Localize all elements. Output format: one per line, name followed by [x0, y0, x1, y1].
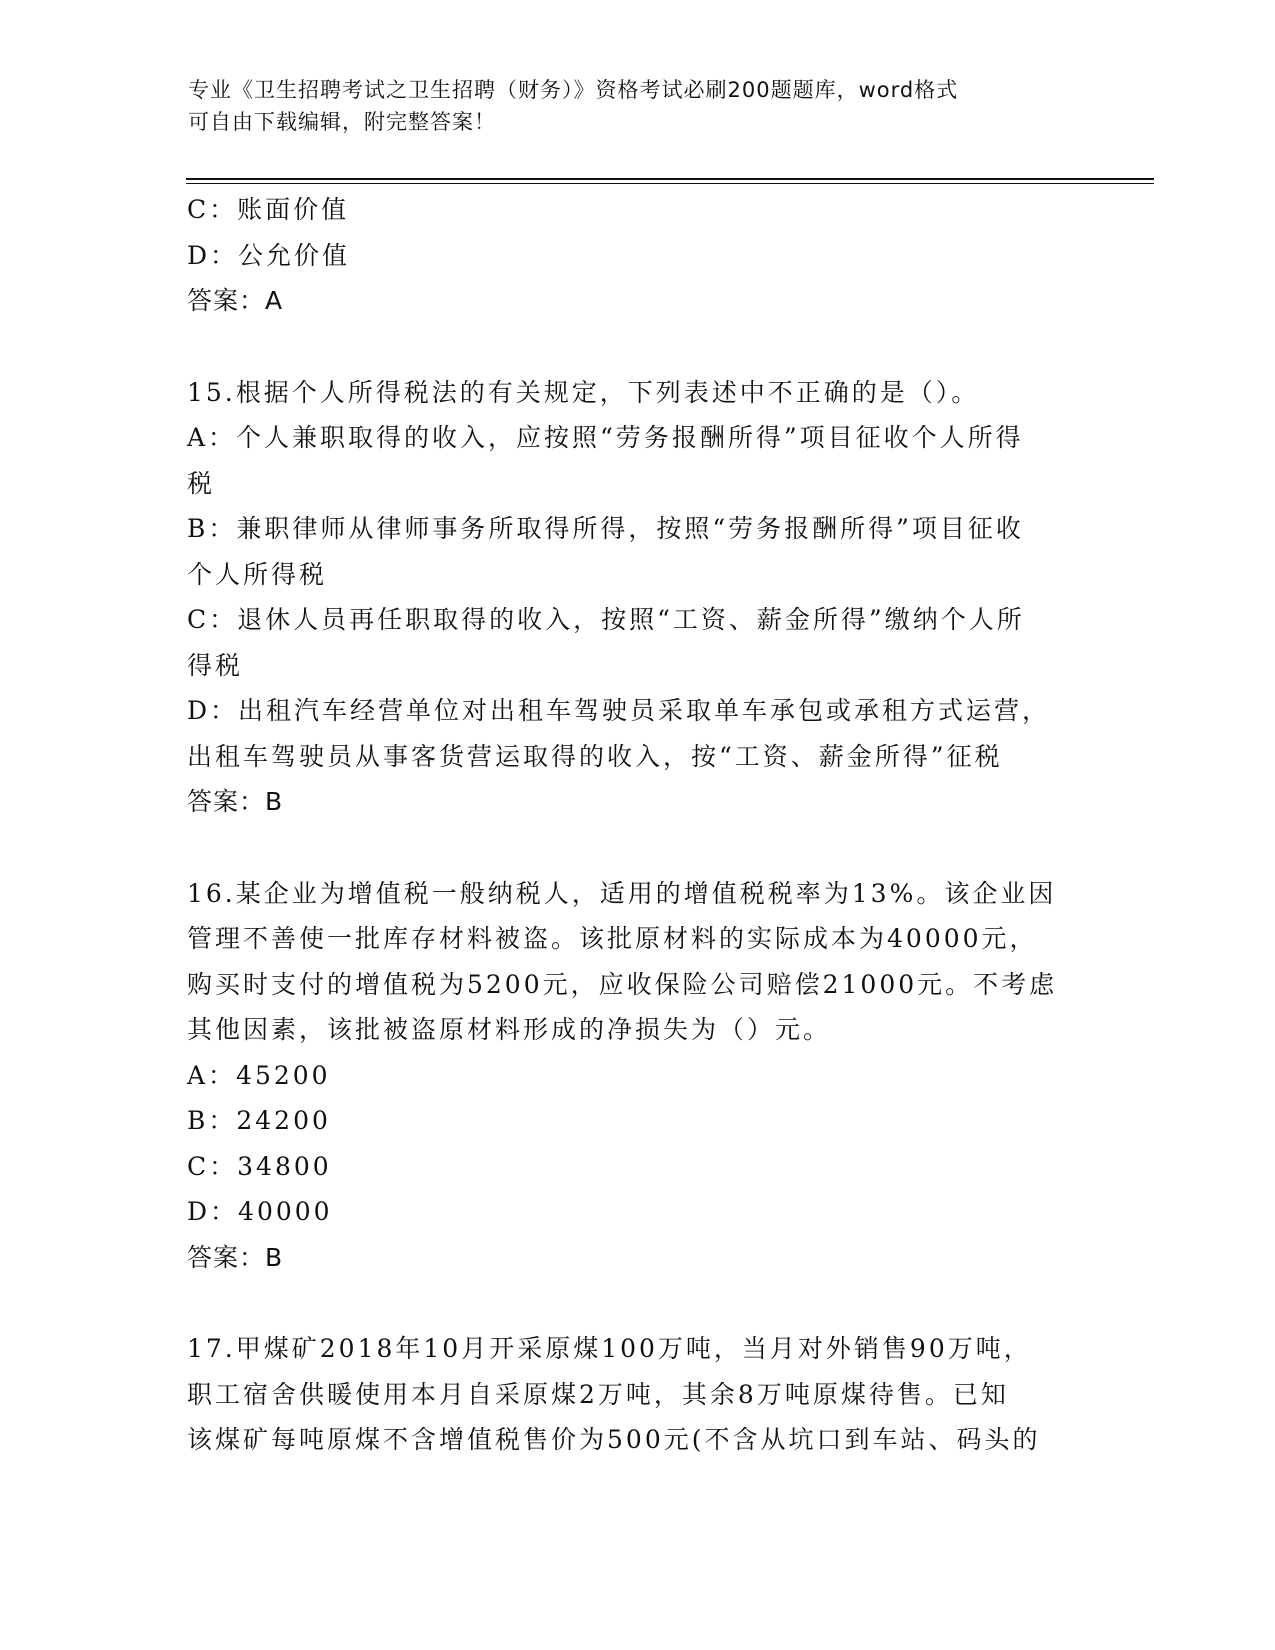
- header-rule-thin: [186, 183, 1154, 184]
- question-15: [187, 370, 1087, 825]
- answer-line: 答案：B: [187, 1242, 284, 1272]
- question-stem-line-2: 管理不善使一批库存材料被盗。该批原材料的实际成本为40000元，: [187, 924, 1038, 953]
- header-line-1: 专业《卫生招聘考试之卫生招聘（财务）》资格考试必刷200题题库，word格式: [188, 78, 959, 102]
- question-stem-line-2: 职工宿舍供暖使用本月自采原煤2万吨，其余8万吨原煤待售。已知: [187, 1379, 1009, 1409]
- answer-line: 答案：A: [187, 286, 284, 315]
- spacer: [187, 1280, 1087, 1326]
- spacer: [187, 825, 1087, 871]
- option-b: B：24200: [187, 1106, 331, 1135]
- header-rule-thick: [186, 178, 1154, 180]
- option-d: D：公允价值: [187, 240, 351, 270]
- document-body: [187, 187, 1087, 1463]
- spacer: [187, 324, 1087, 370]
- header-line-2: 可自由下载编辑，附完整答案！: [188, 110, 496, 134]
- question-stem-line-1: 17.甲煤矿2018年10月开采原煤100万吨，当月对外销售90万吨，: [187, 1334, 1032, 1363]
- option-a: A：45200: [187, 1060, 331, 1090]
- question-17: [187, 1326, 1087, 1463]
- option-b-line-1: B：兼职律师从律师事务所取得所得，按照“劳务报酬所得”项目征收: [187, 514, 1024, 543]
- option-b-line-2: 个人所得税: [187, 559, 328, 589]
- option-c-line-2: 得税: [187, 650, 244, 680]
- option-a-line-1: A：个人兼职取得的收入，应按照“劳务报酬所得”项目征收个人所得: [187, 423, 1024, 452]
- answer-line: 答案：B: [187, 787, 284, 816]
- option-c-line-1: C：退休人员再任职取得的收入，按照“工资、薪金所得”缴纳个人所: [187, 605, 1025, 634]
- question-stem-line-1: 16.某企业为增值税一般纳税人，适用的增值税税率为13%。该企业因: [187, 878, 1057, 908]
- question-stem: 15.根据个人所得税法的有关规定，下列表述中不正确的是（）。: [187, 377, 980, 407]
- option-c: C：34800: [187, 1151, 332, 1181]
- option-a-line-2: 税: [187, 468, 216, 498]
- option-d-line-1: D：出租汽车经营单位对出租车驾驶员采取单车承包或承租方式运营，: [187, 696, 1051, 725]
- document-header: [188, 74, 1088, 138]
- question-stem-line-3: 该煤矿每吨原煤不含增值税售价为500元(不含从坑口到车站、码头的: [187, 1425, 1041, 1454]
- option-d-line-2: 出租车驾驶员从事客货营运取得的收入，按“工资、薪金所得”征税: [187, 741, 1003, 771]
- question-stem-line-3: 购买时支付的增值税为5200元，应收保险公司赔偿21000元。不考虑: [187, 969, 1058, 999]
- option-c: C：账面价值: [187, 195, 350, 224]
- question-16: [187, 871, 1087, 1281]
- question-stem-line-4: 其他因素，该批被盗原材料形成的净损失为（）元。: [187, 1015, 832, 1044]
- question-14-tail: [187, 187, 1087, 324]
- option-d: D：40000: [187, 1197, 333, 1226]
